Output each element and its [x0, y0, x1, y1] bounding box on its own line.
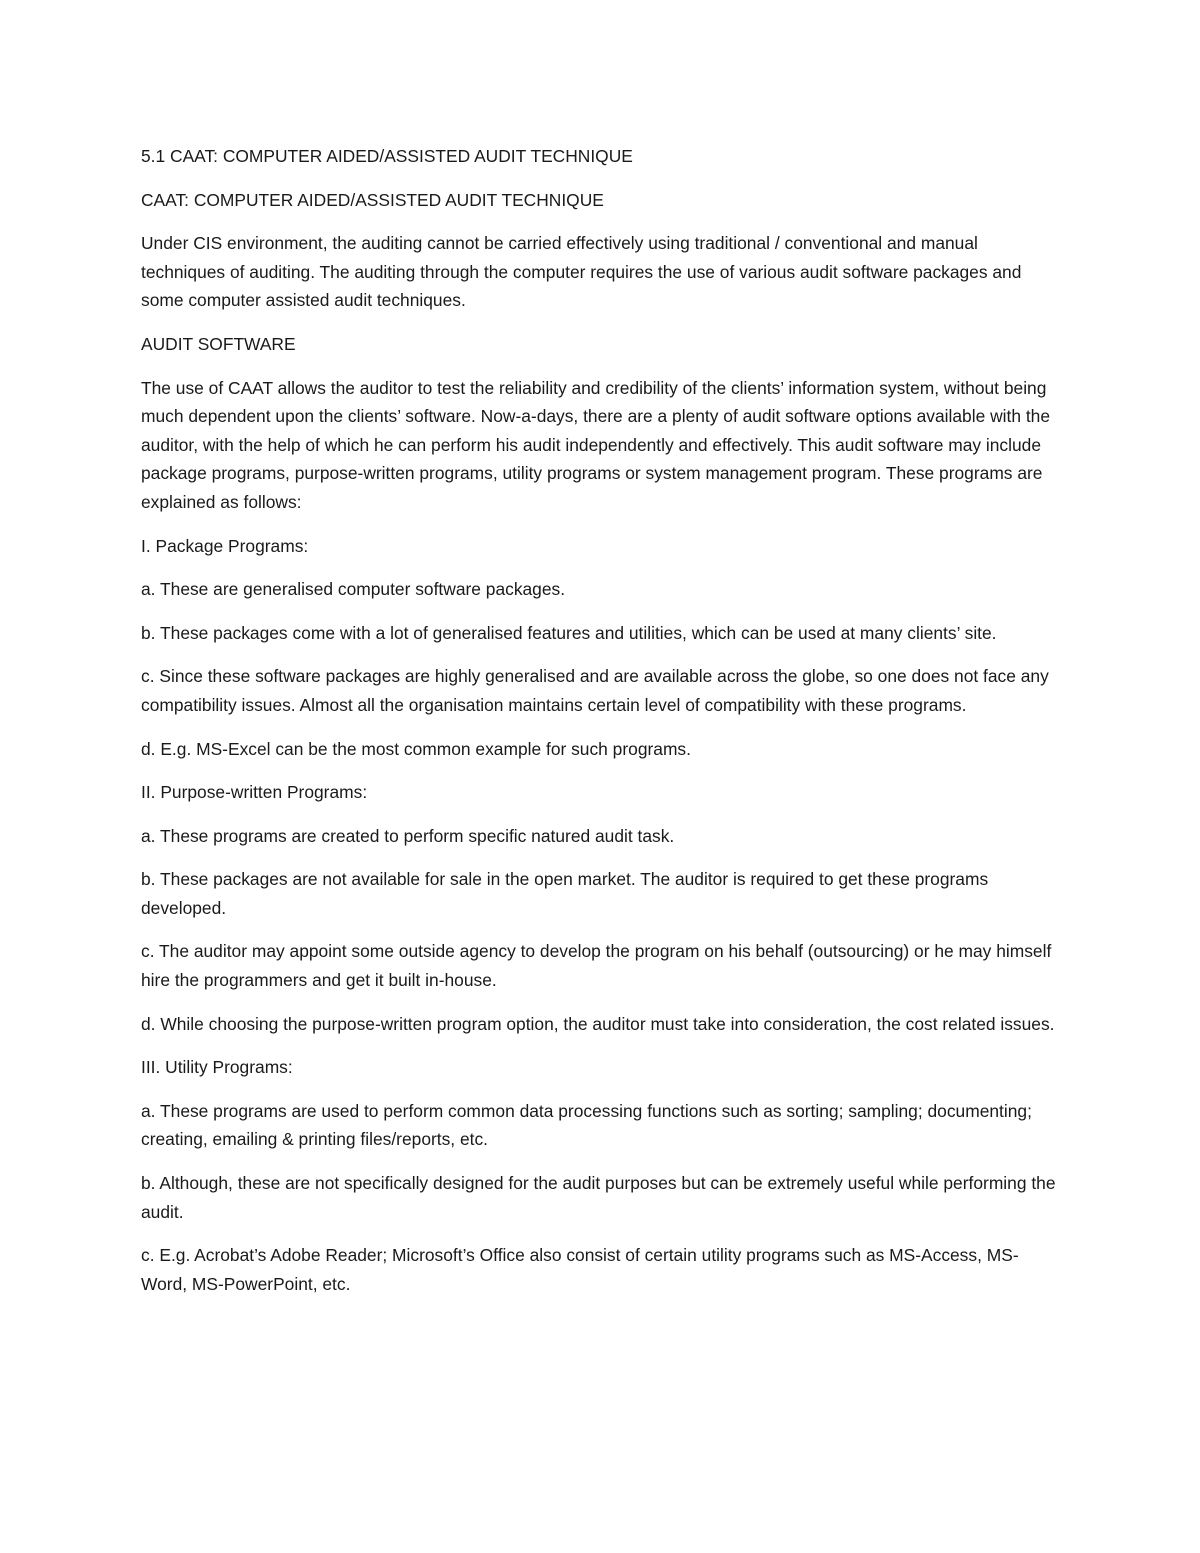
purpose-written-item-a: a. These programs are created to perform specific natured audit task.: [141, 825, 675, 846]
document-body: [141, 142, 1061, 1313]
package-programs-heading: I. Package Programs:: [141, 535, 309, 556]
intro-paragraph: Under CIS environment, the auditing cannot be carried effectively using traditional / conventional and manual techniques of auditing. The auditing through the computer requires the use of various audit software packages and some computer assisted audit techniques.: [141, 233, 1022, 311]
section-heading: 5.1 CAAT: COMPUTER AIDED/ASSISTED AUDIT TECHNIQUE: [141, 146, 633, 166]
package-programs-item-d: d. E.g. MS-Excel can be the most common example for such programs.: [141, 738, 691, 759]
purpose-written-item-c: c. The auditor may appoint some outside agency to develop the program on his behalf (outsourcing) or he may himself hire the programmers and get it built in-house.: [141, 941, 1052, 991]
utility-programs-heading: III. Utility Programs:: [141, 1057, 293, 1078]
section-subheading: CAAT: COMPUTER AIDED/ASSISTED AUDIT TECHNIQUE: [141, 189, 604, 210]
purpose-written-heading: II. Purpose-written Programs:: [141, 782, 368, 803]
utility-programs-item-a: a. These programs are used to perform common data processing functions such as sorting; sampling; documenting; creating, emailing & printing files/reports, etc.: [141, 1100, 1032, 1150]
utility-programs-item-b: b. Although, these are not specifically designed for the audit purposes but can be extremely useful while performing the audit.: [141, 1173, 1056, 1222]
purpose-written-item-d: d. While choosing the purpose-written program option, the auditor must take into consideration, the cost related issues.: [141, 1013, 1055, 1034]
purpose-written-item-b: b. These packages are not available for sale in the open market. The auditor is required to get these programs developed.: [141, 869, 989, 918]
utility-programs-item-c: c. E.g. Acrobat’s Adobe Reader; Microsoft’s Office also consist of certain utility programs such as MS-Access, MS-Word, MS-PowerPoint, etc.: [141, 1245, 1019, 1294]
package-programs-item-a: a. These are generalised computer software packages.: [141, 579, 566, 600]
audit-software-paragraph: The use of CAAT allows the auditor to test the reliability and credibility of the clients’ information system, without being much dependent upon the clients’ software. Now-a-days, there are a plenty of audit software options available with the auditor, with the help of which he can perform his audit independently and effectively. This audit software may include package programs, purpose-written programs, utility programs or system management program. These programs are explained as follows:: [141, 377, 1051, 512]
package-programs-item-c: c. Since these software packages are highly generalised and are available across the globe, so one does not face any compatibility issues. Almost all the organisation maintains certain level of compatibility with these programs.: [141, 666, 1049, 715]
audit-software-heading: AUDIT SOFTWARE: [141, 333, 296, 354]
package-programs-item-b: b. These packages come with a lot of generalised features and utilities, which can be used at many clients’ site.: [141, 622, 997, 643]
